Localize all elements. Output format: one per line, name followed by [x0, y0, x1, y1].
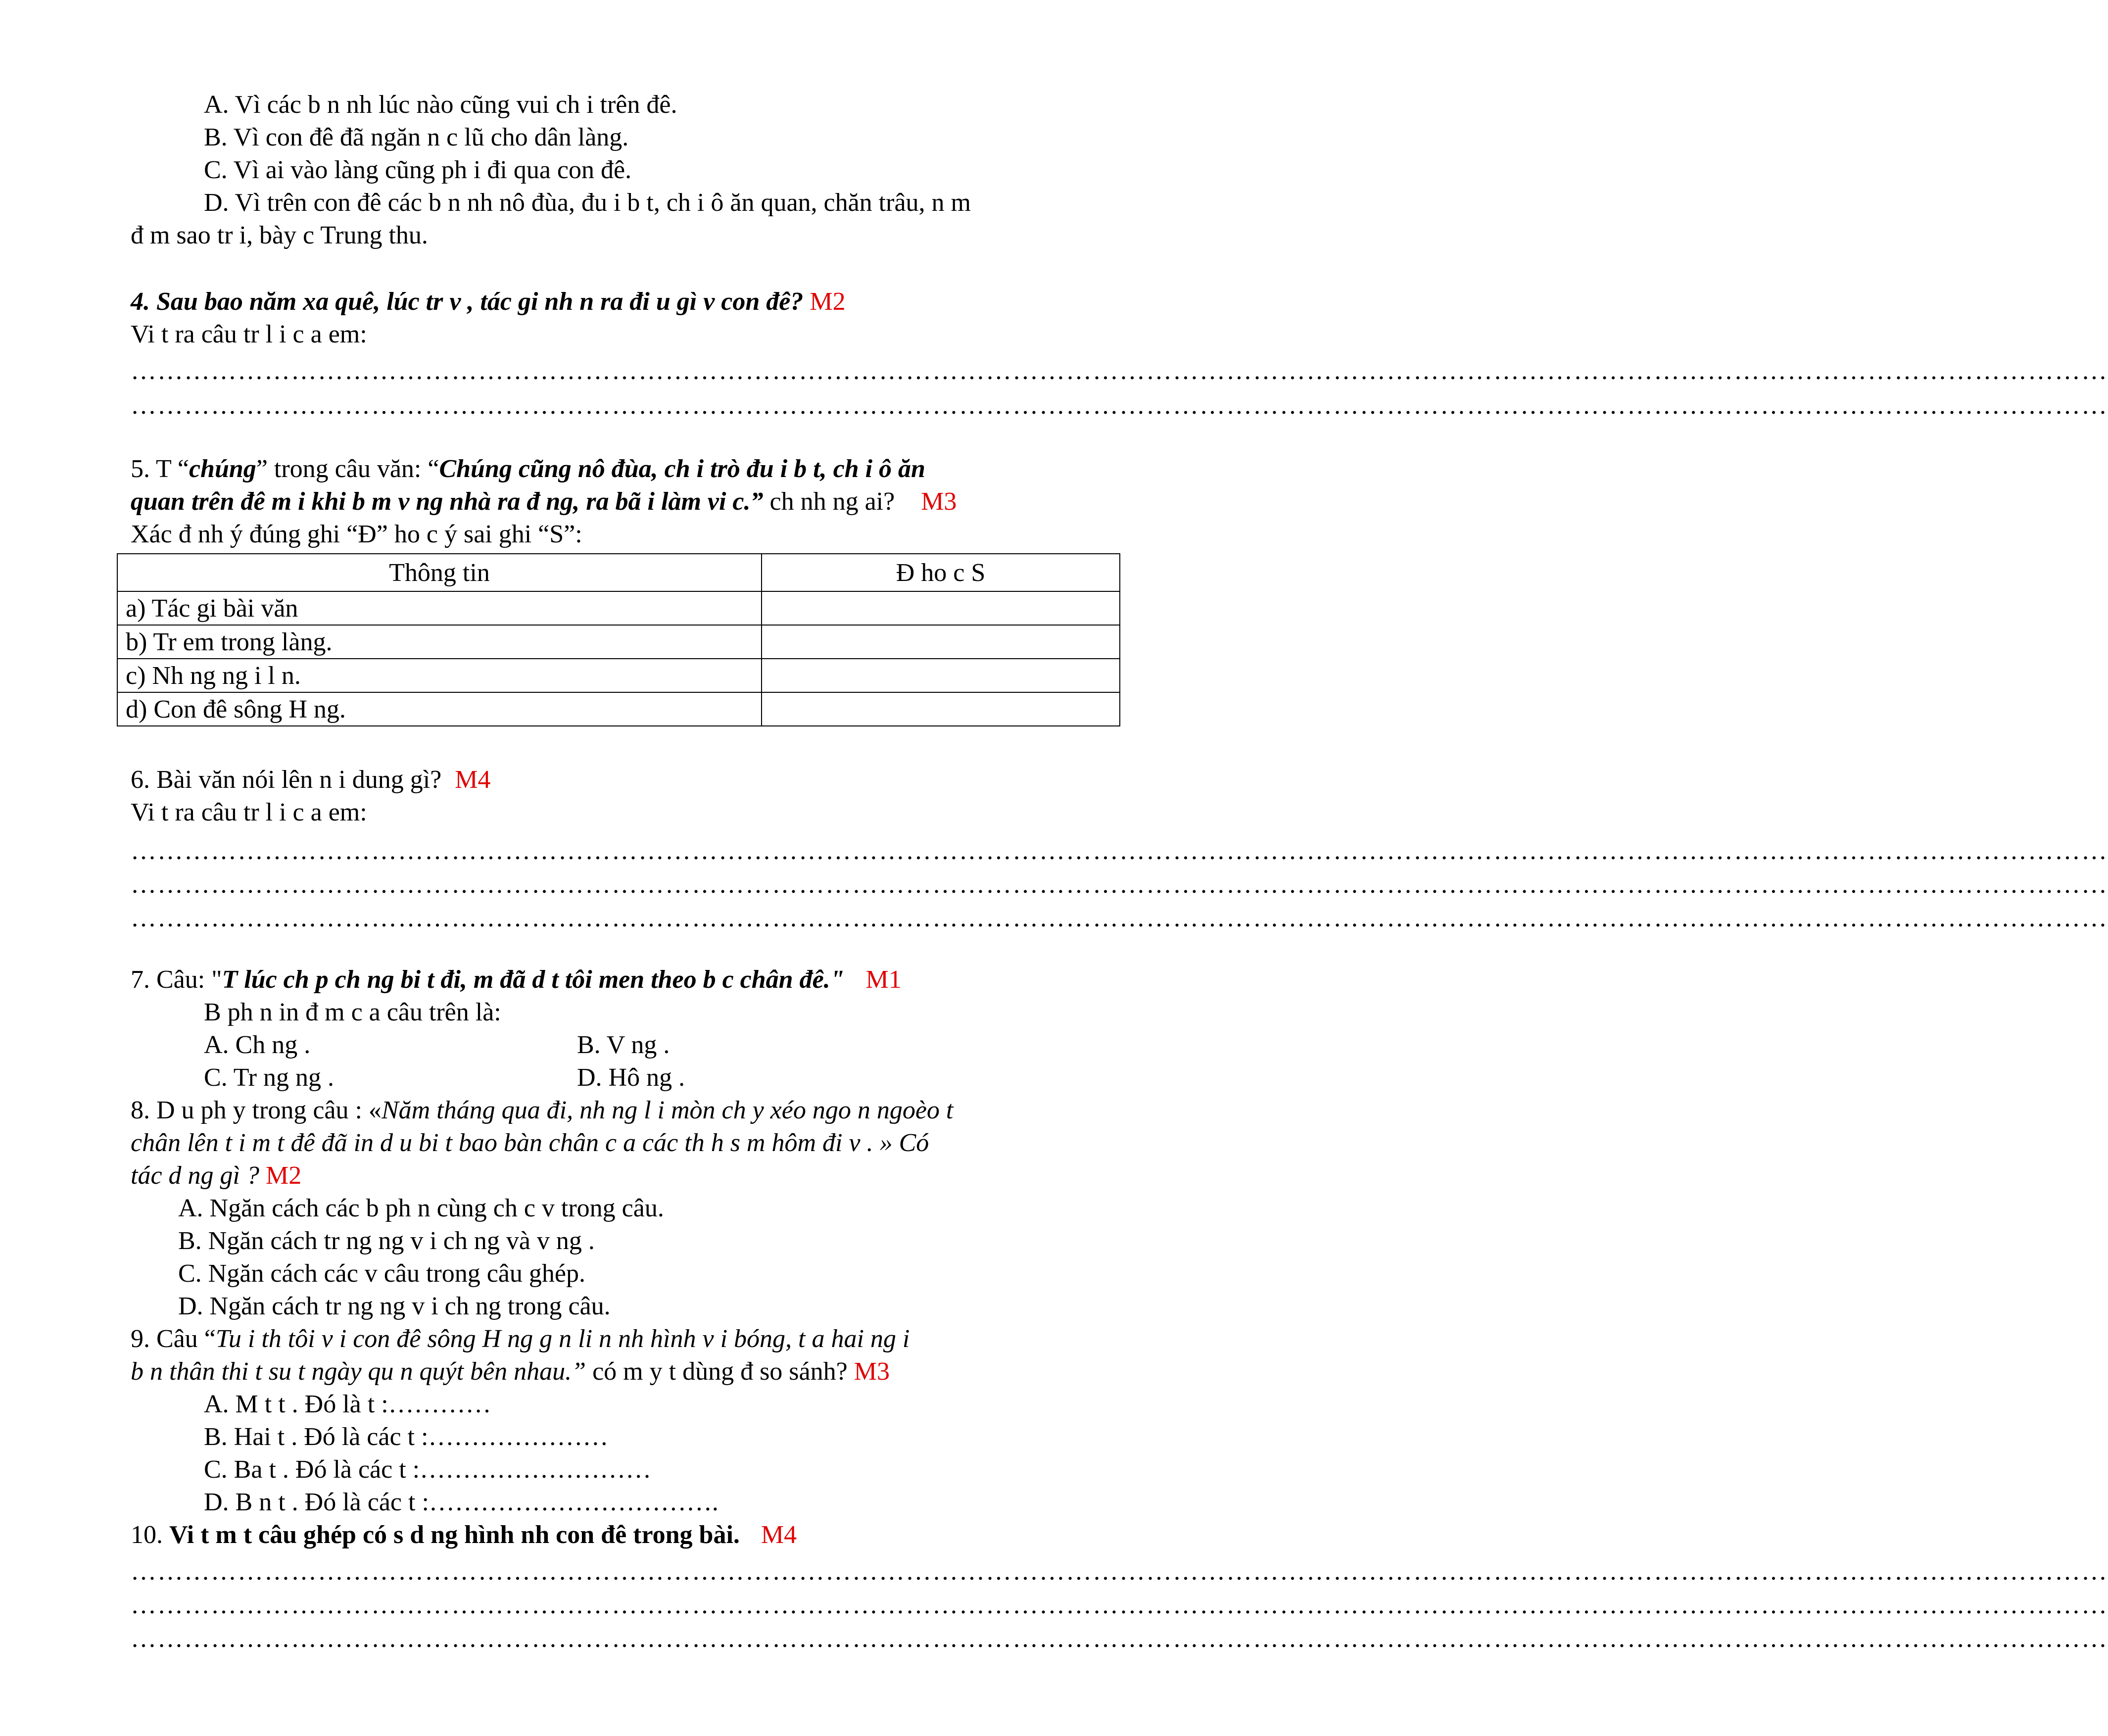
q10-label: 10. [131, 1521, 169, 1549]
q3-option-d: D. Vì trên con đê các b n nh nô đùa, đu i b t, ch i ô ăn quan, chăn trâu, n m [204, 189, 971, 217]
q7-option-b[interactable]: B. V ng . [577, 1031, 670, 1059]
q6-level: M4 [455, 766, 491, 794]
q3-option-c: C. Vì ai vào làng cũng ph i đi qua con đê. [204, 156, 632, 184]
table-row [117, 591, 1120, 625]
q10-line [131, 1520, 797, 1550]
q3-option-d-cont: đ m sao tr i, bày c Trung thu. [131, 221, 428, 249]
q8-quote-2: chân lên t i m t đê đã in d u bi t bao bàn chân c a các th h s m hôm đi v . [131, 1129, 873, 1157]
q3-option-a: A. Vì các b n nh lúc nào cũng vui ch i trên đê. [204, 91, 677, 119]
q7-option-d[interactable]: D. Hô ng . [577, 1063, 685, 1092]
q7-label: 7. Câu: " [131, 965, 222, 994]
q5-table [117, 553, 1120, 726]
q5-text: ” trong câu văn: “ [256, 455, 439, 483]
q5-header-ds: Đ ho c S [762, 554, 1120, 591]
q9-label: 9. Câu “ [131, 1325, 216, 1353]
q5-level: M3 [921, 487, 957, 516]
q6-answer-line-1[interactable]: …………………………………………………………………………………………………………………………………………………………………………………………………… [131, 837, 2108, 865]
q5-row-c: c) Nh ng ng i l n. [117, 659, 762, 692]
q8-option-a[interactable]: A. Ngăn cách các b ph n cùng ch c v trong câu. [178, 1194, 664, 1222]
q5-header-info: Thông tin [117, 554, 762, 591]
q8-level: M2 [265, 1161, 302, 1190]
q4-question: 4. Sau bao năm xa quê, lúc tr v , tác gi nh n ra đi u gì v con đê? [131, 288, 804, 316]
q5-row-a: a) Tác gi bài văn [117, 591, 762, 625]
q9-option-c[interactable]: C. Ba t . Đó là các t :……………………… [204, 1455, 652, 1484]
q5-answer-cell-b[interactable] [762, 625, 1120, 659]
q9-option-b[interactable]: B. Hai t . Đó là các t :………………… [204, 1423, 609, 1451]
q7-option-a[interactable]: A. Ch ng . [204, 1031, 311, 1059]
q8-option-d[interactable]: D. Ngăn cách tr ng ng v i ch ng trong câu. [178, 1292, 611, 1320]
q4-prompt: Vi t ra câu tr l i c a em: [131, 320, 367, 348]
q5-table-header [117, 554, 1120, 591]
q8-quote-1: Năm tháng qua đi, nh ng l i mòn ch y xéo ngo n ngoèo t [381, 1096, 954, 1124]
q5-row-b: b) Tr em trong làng. [117, 625, 762, 659]
q3-option-b: B. Vì con đê đã ngăn n c lũ cho dân làng. [204, 123, 629, 151]
table-row [117, 692, 1120, 726]
q5-instruction: Xác đ nh ý đúng ghi “Đ” ho c ý sai ghi “S”: [131, 520, 582, 548]
q5-label: 5. T “ [131, 455, 189, 483]
q8-option-b[interactable]: B. Ngăn cách tr ng ng v i ch ng và v ng . [178, 1227, 595, 1255]
q7-sub: B ph n in đ m c a câu trên là: [204, 998, 501, 1026]
q7-quote: T lúc ch p ch ng bi t đi, m đã d t tôi men theo b c chân đê." [222, 965, 845, 994]
q7-option-c[interactable]: C. Tr ng ng . [204, 1063, 334, 1092]
q10-question: Vi t m t câu ghép có s d ng hình nh con đê trong bài. [169, 1521, 740, 1549]
q8-line-1 [131, 1096, 953, 1125]
q8-label: 8. D u ph y trong câu : « [131, 1096, 382, 1124]
q9-line-1 [131, 1324, 910, 1354]
q4-answer-line-1[interactable]: …………………………………………………………………………………………………………………………………………………………………………………………………… [131, 357, 2108, 385]
q8-tail-2: tác d ng gì ? [131, 1161, 259, 1190]
q5-answer-cell-d[interactable] [762, 692, 1120, 726]
q5-line-2 [131, 487, 957, 517]
q9-option-a[interactable]: A. M t t . Đó là t :………… [204, 1390, 491, 1418]
q8-line-3 [131, 1161, 301, 1191]
q5-quote-2: quan trên đê m i khi b m v ng nhà ra đ ng, ra bã i làm vi c.” [131, 487, 764, 516]
q10-answer-line-2[interactable]: …………………………………………………………………………………………………………………………………………………………………………………………………… [131, 1591, 2108, 1619]
q5-row-d: d) Con đê sông H ng. [117, 692, 762, 726]
q4-answer-line-2[interactable]: …………………………………………………………………………………………………………………………………………………………………………………………………… [131, 391, 2108, 420]
q6-answer-line-2[interactable]: …………………………………………………………………………………………………………………………………………………………………………………………………… [131, 870, 2108, 899]
q5-line-1 [131, 454, 925, 484]
q10-answer-line-3[interactable]: …………………………………………………………………………………………………………………………………………………………………………………………………… [131, 1625, 2108, 1653]
q6-prompt: Vi t ra câu tr l i c a em: [131, 798, 367, 826]
q9-quote-2: b n thân thi t su t ngày qu n quýt bên nhau.” [131, 1357, 586, 1386]
q8-line-2 [131, 1128, 929, 1158]
q10-answer-line-1[interactable]: …………………………………………………………………………………………………………………………………………………………………………………………………… [131, 1557, 2108, 1586]
q5-quote-1: Chúng cũng nô đùa, ch i trò đu i b t, ch i ô ăn [439, 455, 925, 483]
q8-tail-1: » Có [873, 1129, 929, 1157]
q4-line [131, 287, 846, 317]
q9-quote-1: Tu i th tôi v i con đê sông H ng g n li n nh hình v i bóng, t a hai ng i [215, 1325, 910, 1353]
table-row [117, 659, 1120, 692]
q6-question: 6. Bài văn nói lên n i dung gì? [131, 766, 442, 794]
q8-option-c[interactable]: C. Ngăn cách các v câu trong câu ghép. [178, 1259, 585, 1288]
q10-level: M4 [761, 1521, 797, 1549]
q7-level: M1 [865, 965, 902, 994]
q6-line [131, 765, 491, 795]
table-row [117, 625, 1120, 659]
q6-answer-line-3[interactable]: …………………………………………………………………………………………………………………………………………………………………………………………………… [131, 904, 2108, 932]
q4-level: M2 [810, 288, 846, 316]
q5-answer-cell-a[interactable] [762, 591, 1120, 625]
q7-line [131, 965, 902, 995]
q9-line-2 [131, 1357, 890, 1387]
q5-ask: ch nh ng ai? [763, 487, 895, 516]
q5-word: chúng [189, 455, 256, 483]
q9-level: M3 [854, 1357, 890, 1386]
q9-tail: có m y t dùng đ so sánh? [586, 1357, 848, 1386]
q9-option-d[interactable]: D. B n t . Đó là các t :……………………………. [204, 1488, 719, 1516]
q5-answer-cell-c[interactable] [762, 659, 1120, 692]
